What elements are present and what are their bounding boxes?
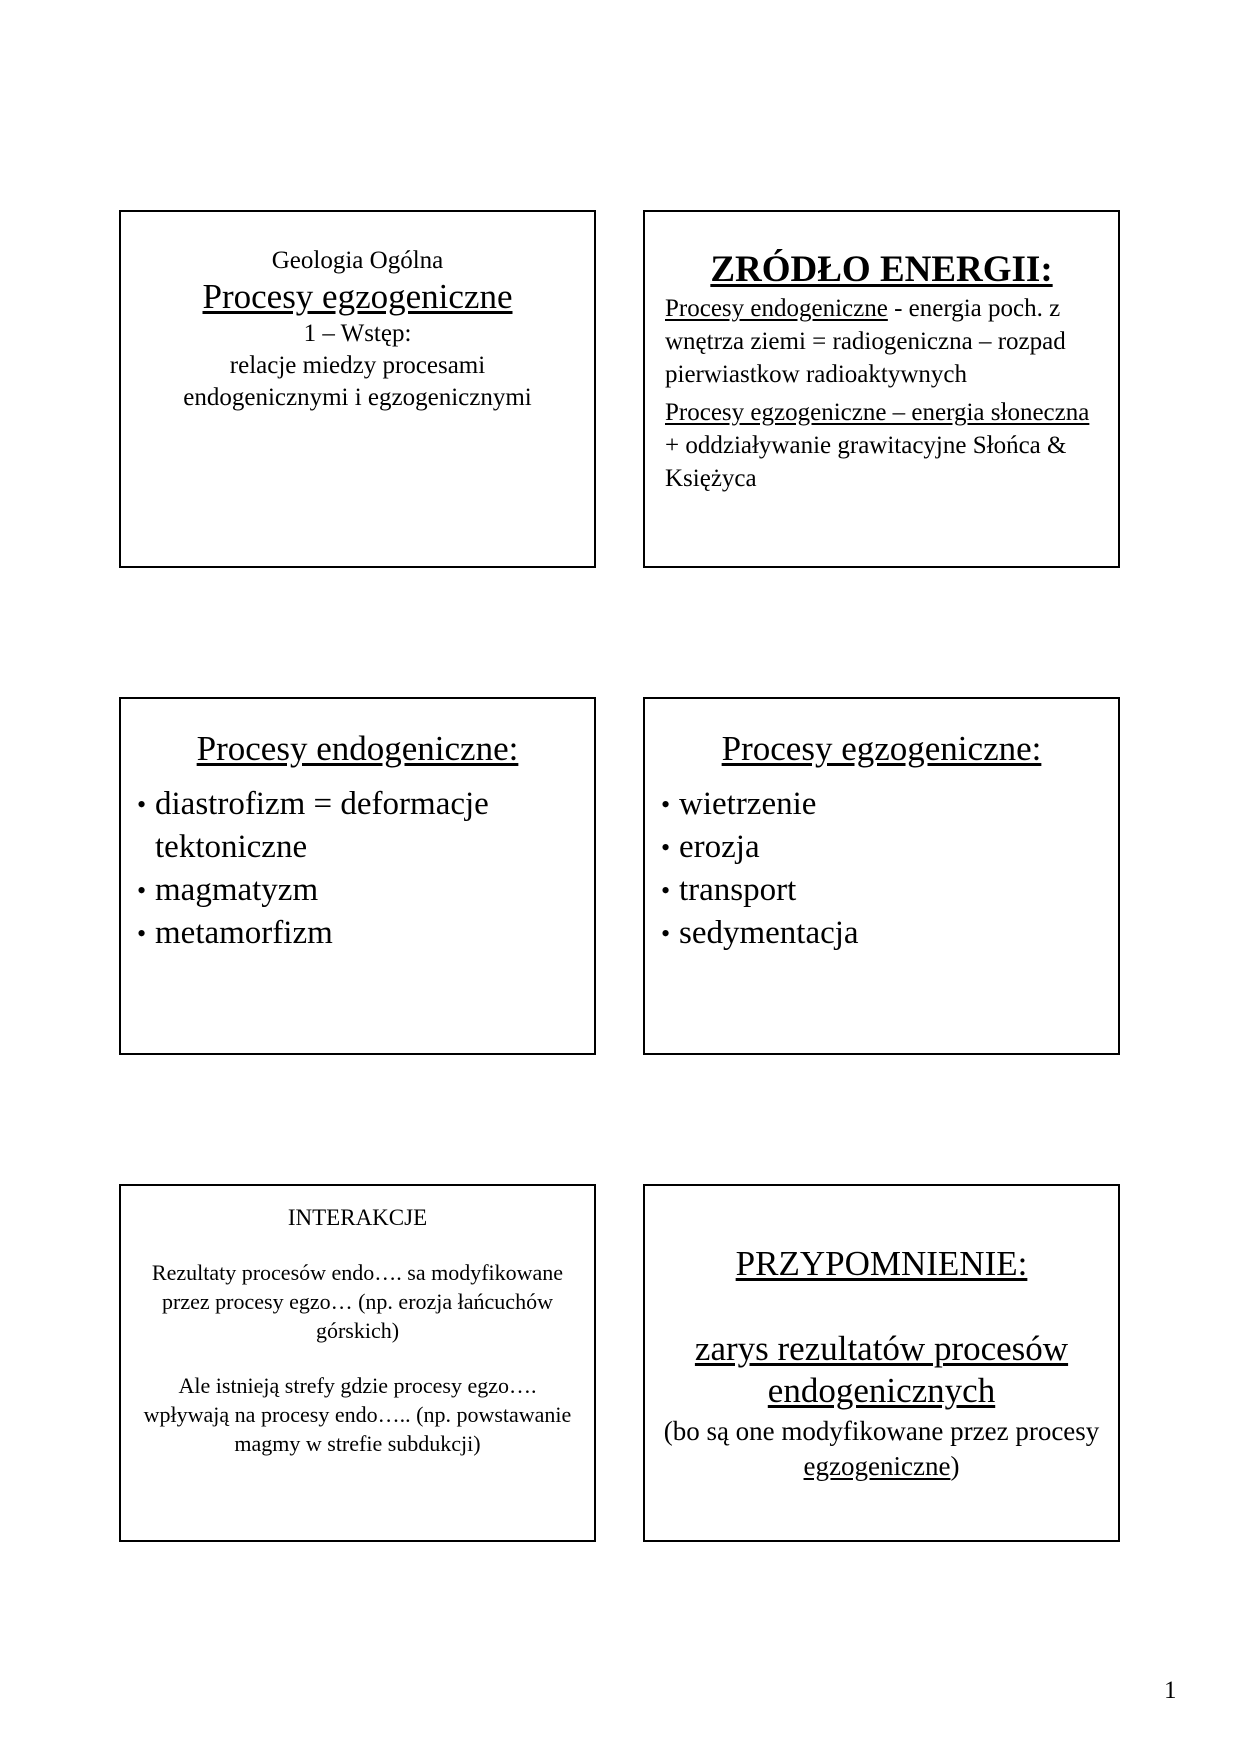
list-item-text: magmatyzm	[155, 872, 319, 908]
list-item	[661, 783, 1102, 826]
list-item	[137, 783, 578, 869]
list-item-text: wietrzenie	[679, 786, 817, 822]
slide-2	[643, 210, 1120, 568]
slide-1-title: Procesy egzogeniczne	[202, 277, 513, 316]
slide-4	[643, 697, 1120, 1055]
slide-5-paragraph-2: Ale istnieją strefy gdzie procesy egzo…. wpływają na procesy endo….. (np. powstawanie magmy w strefie subdukcji)	[143, 1373, 572, 1456]
slide-5	[119, 1184, 596, 1542]
list-item	[661, 869, 1102, 912]
bullet-icon: •	[661, 919, 671, 948]
bullet-icon: •	[661, 790, 671, 819]
slide-1-line: endogenicznymi i egzogenicznymi	[183, 384, 532, 411]
list-item	[661, 826, 1102, 869]
slide-1-line: relacje miedzy procesami	[229, 352, 486, 379]
bullet-icon: •	[661, 833, 671, 862]
slide-4-list	[661, 783, 1102, 955]
slide-2-p2-underlined: Procesy egzogeniczne – energia słoneczna	[665, 399, 1090, 426]
list-item	[661, 912, 1102, 955]
list-item-text: erozja	[679, 829, 760, 865]
slide-1	[119, 210, 596, 568]
slide-3-list	[137, 783, 578, 955]
page-number: 1	[1164, 1677, 1177, 1704]
slide-2-paragraph-2	[665, 396, 1098, 495]
list-item	[137, 912, 578, 955]
slide-2-paragraph-1	[665, 292, 1098, 391]
slide-2-p1-underlined: Procesy endogeniczne	[665, 295, 888, 322]
slide-3-title: Procesy endogeniczne:	[196, 729, 519, 768]
slide-5-paragraph-1: Rezultaty procesów endo…. sa modyfikowane przez procesy egzo… (np. erozja łańcuchów górskich)	[151, 1260, 564, 1343]
slide-6-note-before: (bo są one modyfikowane przez procesy	[663, 1416, 1100, 1446]
list-item	[137, 869, 578, 912]
bullet-icon: •	[137, 876, 147, 905]
list-item-text: diastrofizm = deformacje tektoniczne	[155, 786, 489, 865]
slide-6-note	[655, 1414, 1108, 1484]
bullet-icon: •	[137, 790, 147, 819]
slide-3	[119, 697, 596, 1055]
slide-6-note-after: )	[950, 1451, 960, 1481]
slide-6-title: PRZYPOMNIENIE:	[735, 1244, 1028, 1283]
slide-1-line: 1 – Wstęp:	[303, 320, 412, 347]
slide-6-subtitle: zarys rezultatów procesów endogenicznych	[694, 1329, 1069, 1410]
slide-2-p1-rest: - energia poch. z wnętrza ziemi = radiogeniczna – rozpad pierwiastkow radioaktywnych	[665, 295, 1066, 388]
slide-1-supertitle: Geologia Ogólna	[271, 247, 444, 274]
list-item-text: transport	[679, 872, 797, 908]
slide-6-note-link: egzogeniczne	[803, 1451, 951, 1481]
bullet-icon: •	[137, 919, 147, 948]
slide-5-heading: INTERAKCJE	[287, 1205, 428, 1230]
slide-2-title: ZRÓDŁO ENERGII:	[710, 249, 1053, 290]
slide-4-title: Procesy egzogeniczne:	[721, 729, 1042, 768]
slide-6	[643, 1184, 1120, 1542]
list-item-text: metamorfizm	[155, 915, 333, 951]
slide-2-p2-rest: + oddziaływanie grawitacyjne Słońca & Księżyca	[665, 432, 1067, 492]
list-item-text: sedymentacja	[679, 915, 859, 951]
bullet-icon: •	[661, 876, 671, 905]
